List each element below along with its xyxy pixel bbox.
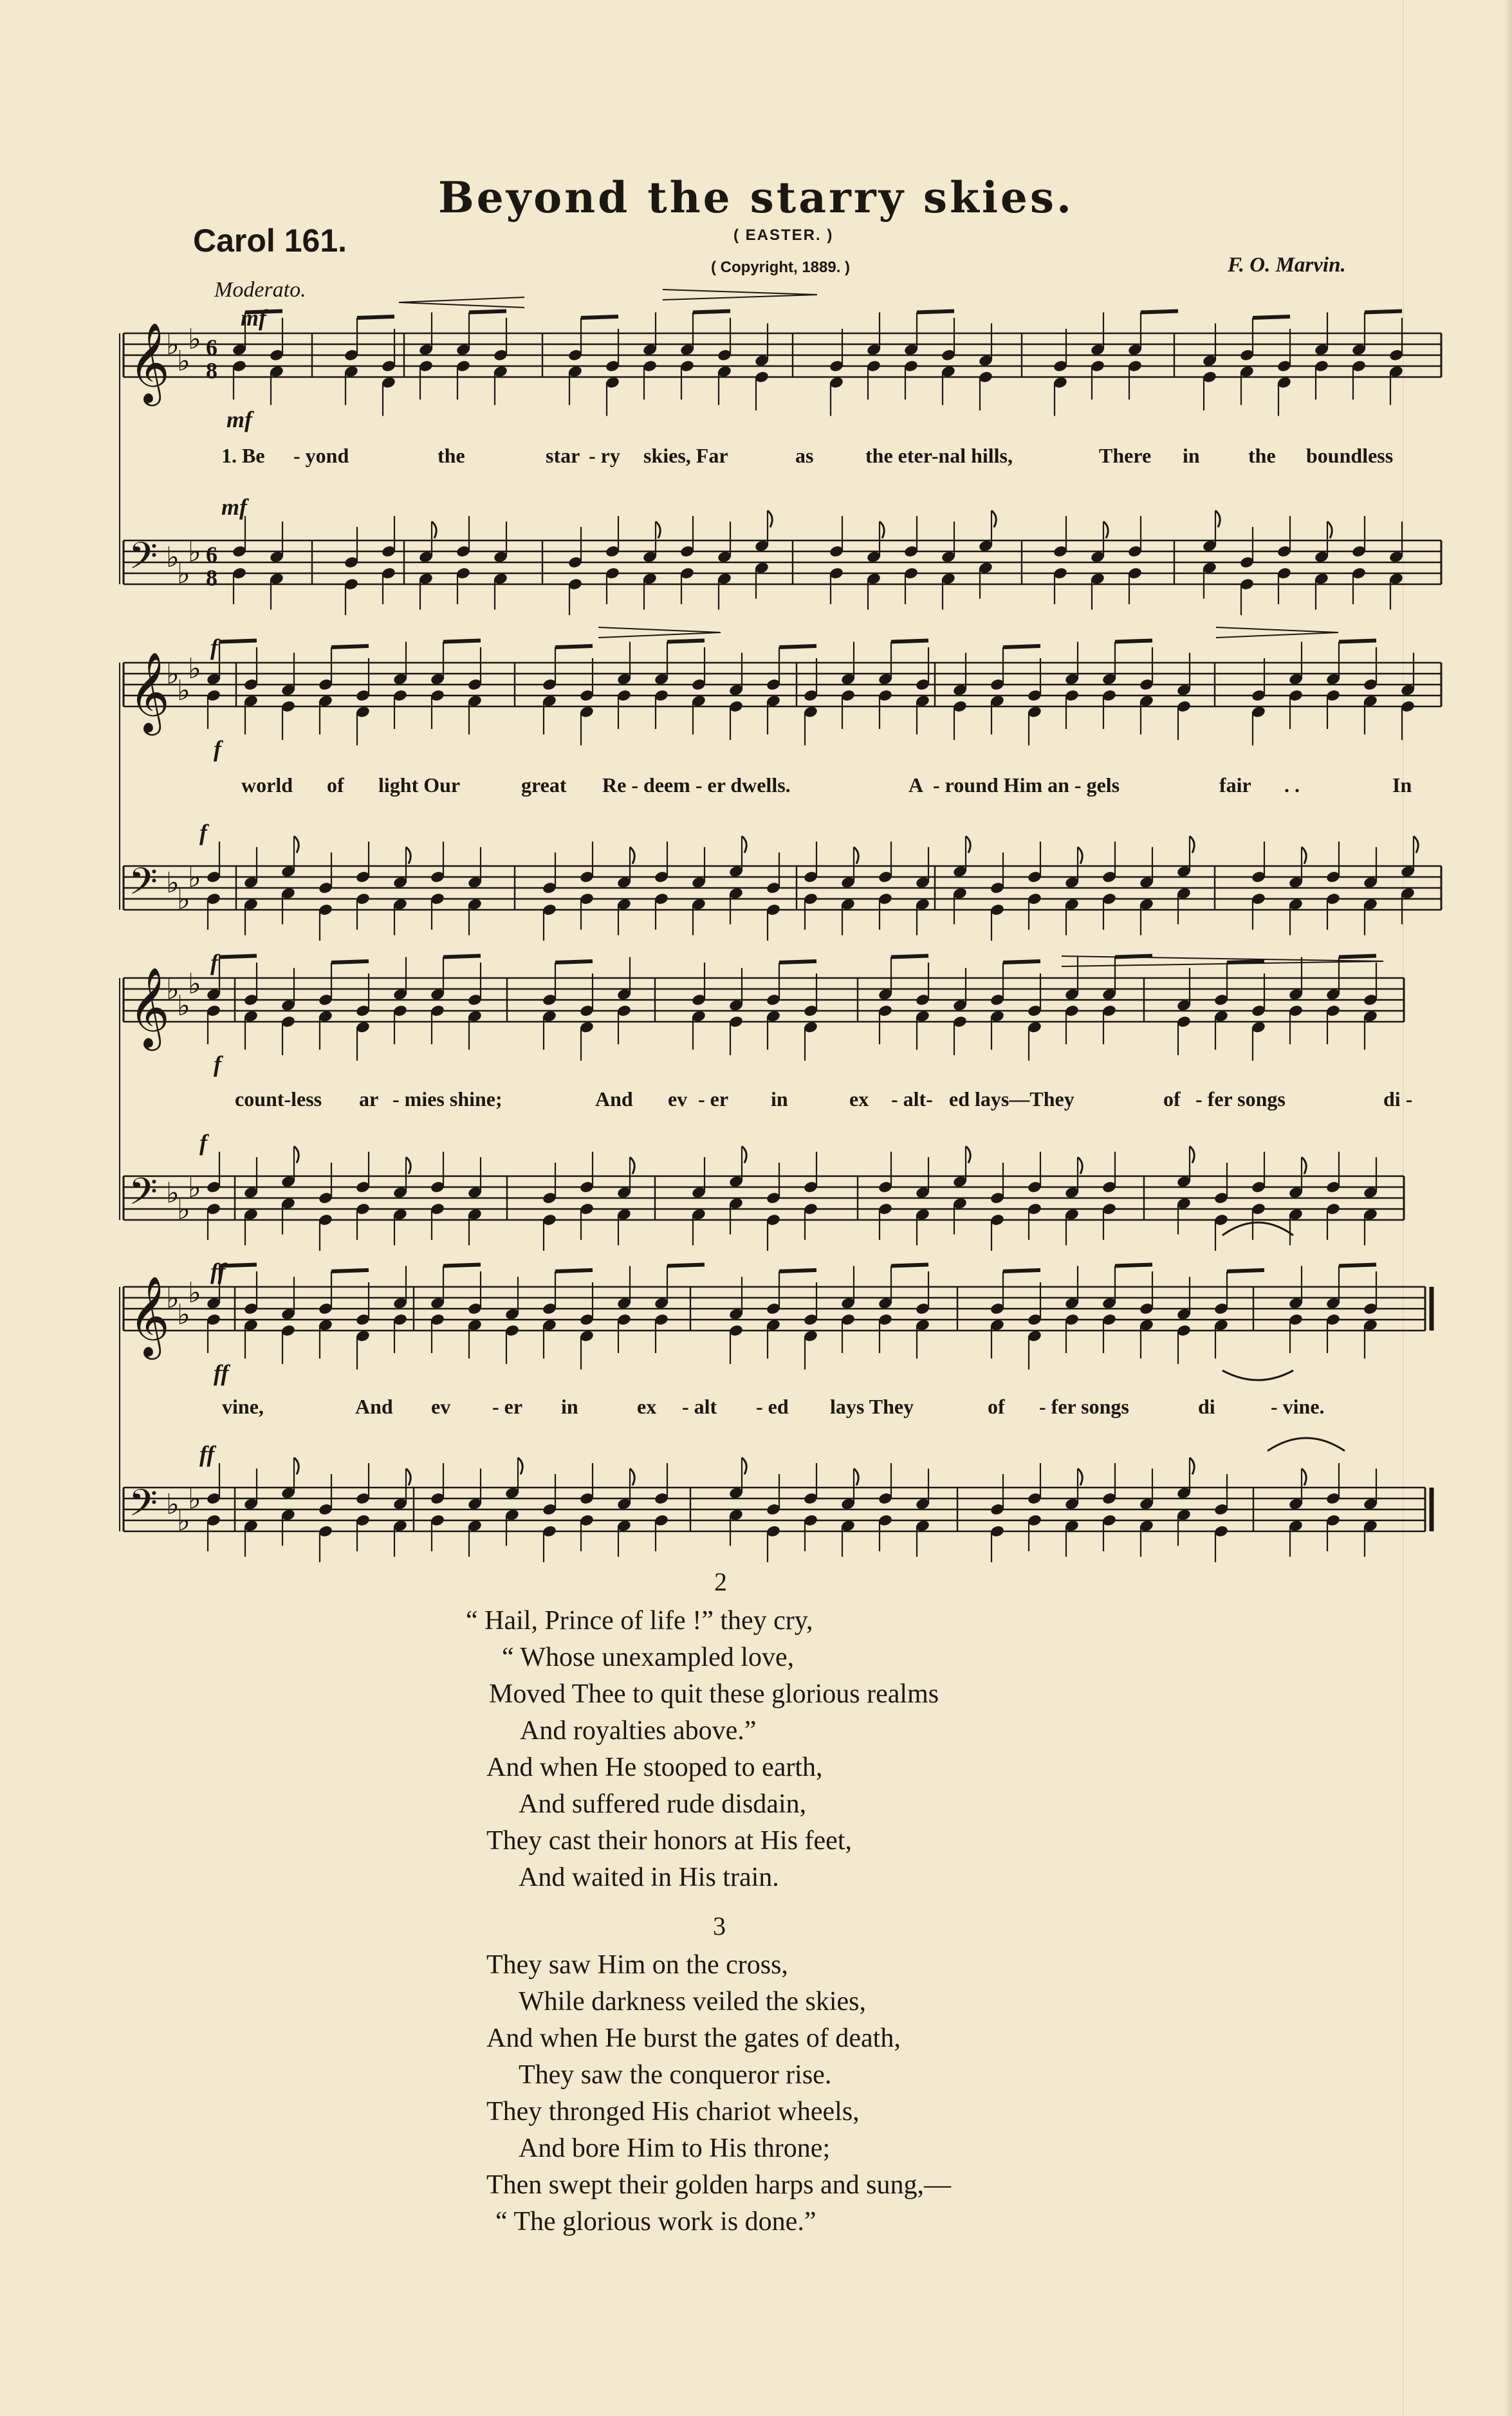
note-beam	[469, 311, 506, 313]
lyric-syllable: - alt	[682, 1395, 717, 1418]
treble-clef-icon: 𝄞	[129, 967, 170, 1047]
note-beam	[1365, 311, 1402, 313]
lyric-syllable: ex	[849, 1087, 869, 1111]
lyric-line-2	[0, 773, 1512, 799]
verse-3-line: They saw the conqueror rise.	[519, 2060, 832, 2090]
flat-icon: ♭	[177, 1193, 190, 1226]
note-beam	[1339, 956, 1376, 957]
bass-clef-icon: 𝄢	[129, 860, 158, 912]
note-beam	[779, 1270, 816, 1271]
verse-2-line: And waited in His train.	[519, 1863, 779, 1892]
carol-number: Carol 161.	[193, 223, 347, 259]
flat-icon: ♭	[177, 674, 190, 707]
lyric-syllable: - er	[492, 1395, 523, 1418]
flat-icon: ♭	[188, 323, 201, 356]
lyric-syllable: as	[795, 444, 814, 467]
verse-3-line: They saw Him on the cross,	[486, 1950, 788, 1980]
tie	[1222, 1222, 1293, 1235]
flat-icon: ♭	[166, 973, 180, 1006]
note-beam	[331, 961, 369, 963]
lyric-line-3	[0, 1087, 1512, 1113]
lyric-syllable: And	[595, 1087, 633, 1111]
dynamic-marking: f	[214, 1051, 221, 1077]
verse-3-line: “ The glorious work is done.”	[495, 2207, 816, 2236]
tie	[1268, 1438, 1345, 1451]
lyric-syllable: in	[1183, 444, 1200, 467]
hairpin	[598, 627, 721, 638]
verse-3-line: Then swept their golden harps and sung,—	[486, 2170, 952, 2200]
note-beam	[1141, 311, 1178, 313]
time-signature: 6	[206, 335, 217, 360]
lyric-syllable: ex	[637, 1395, 657, 1418]
note-beam	[1339, 1265, 1376, 1266]
note-beam	[891, 641, 928, 642]
treble-clef-icon: 𝄞	[129, 1276, 170, 1356]
lyric-syllable: - ed	[756, 1395, 789, 1418]
note-beam	[443, 1265, 481, 1266]
note-beam	[357, 317, 394, 318]
lyric-syllable: - fer songs	[1195, 1087, 1286, 1111]
hairpin	[1062, 956, 1383, 966]
note-beam	[667, 1265, 705, 1266]
verse-2-line: And royalties above.”	[520, 1716, 757, 1746]
note-beam	[779, 646, 816, 647]
verse-number-2: 2	[714, 1567, 727, 1596]
note-beam	[555, 961, 593, 963]
flat-icon: ♭	[166, 1177, 180, 1210]
lyric-syllable: di -	[1383, 1087, 1413, 1111]
note-beam	[1227, 961, 1264, 963]
copyright-notice: ( Copyright, 1889. )	[711, 259, 851, 276]
lyric-syllable: skies, Far	[643, 444, 728, 467]
lyric-syllable: - mies shine;	[392, 1087, 502, 1111]
dynamic-marking: f	[214, 736, 221, 762]
flat-icon: ♭	[177, 990, 190, 1022]
note-beam	[219, 641, 257, 642]
verse-2-line: And suffered rude disdain,	[519, 1789, 807, 1819]
note-beam	[917, 311, 954, 313]
flat-icon: ♭	[188, 1171, 201, 1204]
composer-name: F. O. Marvin.	[1228, 254, 1346, 277]
bass-clef-icon: 𝄢	[129, 534, 158, 587]
dynamic-marking: f	[210, 634, 218, 660]
lyric-syllable: lays They	[830, 1395, 914, 1418]
lyric-syllable: There	[1099, 444, 1152, 467]
note-beam	[1115, 1265, 1152, 1266]
flat-icon: ♭	[166, 1282, 180, 1315]
lyric-syllable: fair	[1219, 773, 1251, 797]
lyric-syllable: - yond	[293, 444, 349, 467]
flat-icon: ♭	[188, 1277, 201, 1309]
note-beam	[555, 646, 593, 647]
flat-icon: ♭	[188, 1482, 201, 1516]
flat-icon: ♭	[188, 968, 201, 1001]
note-beam	[443, 956, 481, 957]
lyric-syllable: in	[771, 1087, 788, 1111]
note-beam	[443, 641, 481, 642]
verse-3-line: While darkness veiled the skies,	[519, 1987, 867, 2016]
flat-icon: ♭	[177, 557, 190, 591]
lyric-syllable: the	[1248, 444, 1276, 467]
note-beam	[219, 956, 257, 957]
lyric-line-1	[0, 444, 1512, 470]
lyric-syllable: - fer songs	[1039, 1395, 1129, 1418]
verse-2-line: And when He stooped to earth,	[486, 1753, 823, 1782]
treble-clef-icon: 𝄞	[129, 652, 170, 732]
dynamic-marking: mf	[221, 494, 247, 520]
note-beam	[1003, 646, 1040, 647]
lyric-line-4	[0, 1395, 1512, 1421]
treble-clef-icon: 𝄞	[129, 322, 170, 403]
hairpin	[663, 290, 817, 300]
lyric-syllable: of	[327, 773, 344, 797]
lyric-syllable: ev	[431, 1395, 451, 1418]
lyric-syllable: - er	[698, 1087, 729, 1111]
lyric-syllable: the eter-nal hills,	[865, 444, 1013, 467]
flat-icon: ♭	[177, 1298, 190, 1331]
note-beam	[1253, 317, 1290, 318]
lyric-syllable: in	[561, 1395, 578, 1418]
lyric-syllable: di	[1198, 1395, 1215, 1418]
lyric-syllable: great	[521, 773, 567, 797]
dynamic-marking: ff	[214, 1360, 229, 1386]
verse-2-line: “ Whose unexampled love,	[502, 1643, 795, 1672]
flat-icon: ♭	[177, 883, 190, 916]
dynamic-marking: f	[199, 820, 207, 845]
time-signature: 6	[206, 542, 217, 567]
flat-icon: ♭	[166, 328, 180, 362]
hairpin	[1216, 627, 1338, 638]
note-beam	[779, 961, 816, 963]
dynamic-marking: mf	[226, 407, 252, 432]
flat-icon: ♭	[177, 345, 190, 378]
dynamic-marking: ff	[210, 1259, 226, 1284]
verse-3-line: And when He burst the gates of death,	[486, 2024, 901, 2053]
lyric-syllable: ed lays—They	[949, 1087, 1074, 1111]
verse-2-line: They cast their honors at His feet,	[486, 1826, 852, 1856]
time-signature: 8	[206, 358, 217, 383]
flat-icon: ♭	[166, 541, 180, 574]
lyric-syllable: the	[438, 444, 465, 467]
flat-icon: ♭	[188, 535, 201, 569]
note-beam	[1339, 641, 1376, 642]
lyric-syllable: In	[1392, 773, 1412, 797]
note-beam	[555, 1270, 593, 1271]
bass-clef-icon: 𝄢	[129, 1481, 158, 1534]
note-beam	[581, 317, 618, 318]
lyric-syllable: 1. Be	[221, 444, 265, 467]
lyric-syllable: of	[1163, 1087, 1181, 1111]
occasion-label: ( EASTER. )	[733, 226, 834, 244]
carol-title: Beyond the starry skies.	[438, 172, 1074, 223]
note-beam	[1115, 641, 1152, 642]
flat-icon: ♭	[166, 658, 180, 691]
lyric-syllable: of	[988, 1395, 1005, 1418]
lyric-syllable: - ry	[589, 444, 620, 467]
verse-3-line: They thronged His chariot wheels,	[486, 2097, 860, 2126]
time-signature: 8	[206, 565, 217, 591]
flat-icon: ♭	[188, 861, 201, 894]
tempo-marking: Moderato.	[214, 278, 306, 302]
lyric-syllable: world	[241, 773, 293, 797]
lyric-syllable: vine,	[222, 1395, 264, 1418]
lyric-syllable: A	[908, 773, 924, 797]
note-beam	[891, 956, 928, 957]
dynamic-marking: mf	[241, 305, 266, 331]
bass-clef-icon: 𝄢	[129, 1170, 158, 1222]
note-beam	[667, 641, 705, 642]
note-beam	[331, 1270, 369, 1271]
note-beam	[1003, 1270, 1040, 1271]
dynamic-marking: ff	[199, 1441, 215, 1467]
dynamic-marking: f	[210, 950, 218, 975]
verse-number-3: 3	[713, 1912, 726, 1941]
lyric-syllable: - round Him an - gels	[933, 773, 1120, 797]
lyric-syllable: Re - deem - er dwells.	[602, 773, 791, 797]
lyric-syllable: count-less	[235, 1087, 322, 1111]
lyric-syllable: star	[546, 444, 580, 467]
dynamic-marking: f	[199, 1130, 207, 1156]
flat-icon: ♭	[177, 1504, 190, 1538]
flat-icon: ♭	[166, 867, 180, 899]
lyric-syllable: ev	[668, 1087, 688, 1111]
verse-3-line: And bore Him to His throne;	[519, 2134, 831, 2163]
note-beam	[693, 311, 730, 313]
lyric-syllable: light Our	[378, 773, 461, 797]
lyric-syllable: And	[355, 1395, 393, 1418]
lyric-syllable: - vine.	[1271, 1395, 1325, 1418]
lyric-syllable: - alt-	[891, 1087, 933, 1111]
lyric-syllable: ar	[359, 1087, 379, 1111]
hairpin	[399, 297, 524, 308]
lyric-syllable: . .	[1284, 773, 1300, 797]
note-beam	[1227, 1270, 1264, 1271]
tie	[1222, 1370, 1293, 1380]
flat-icon: ♭	[188, 652, 201, 685]
note-beam	[891, 1265, 928, 1266]
note-beam	[331, 646, 369, 647]
lyric-syllable: boundless	[1306, 444, 1394, 467]
verse-2-line: Moved Thee to quit these glorious realms	[489, 1679, 939, 1709]
verse-2-line: “ Hail, Prince of life !” they cry,	[466, 1606, 813, 1636]
note-beam	[1003, 961, 1040, 963]
flat-icon: ♭	[166, 1488, 180, 1521]
